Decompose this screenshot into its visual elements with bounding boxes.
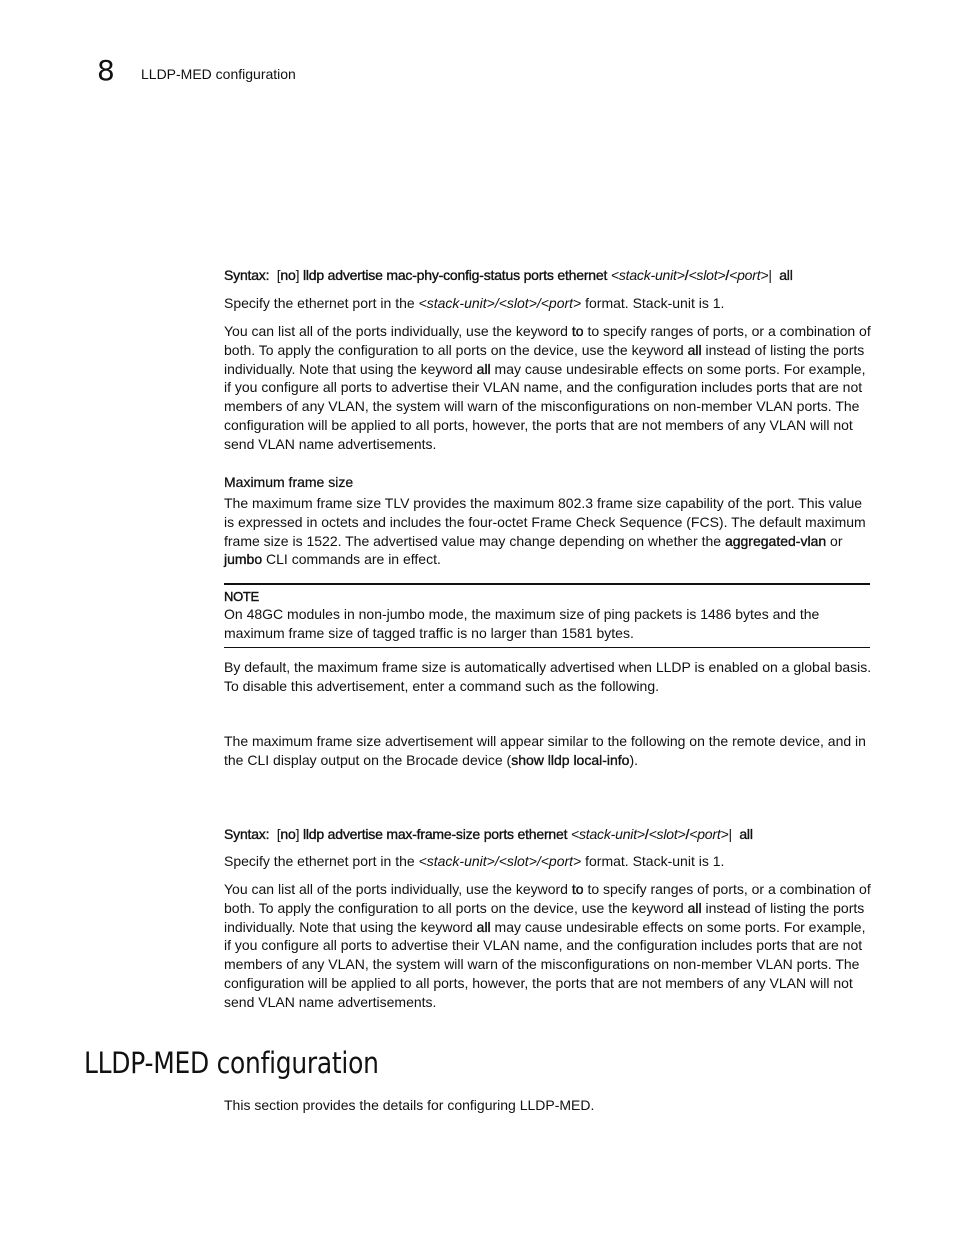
syntax-arg-slot: <slot> [688, 267, 726, 283]
syntax-pipe: | [768, 267, 772, 283]
note-label: NOTE [224, 589, 259, 604]
keyword-all: all [476, 918, 491, 935]
text-run: or [826, 532, 843, 549]
text-run: Specify the ethernet port in the [224, 295, 419, 311]
syntax-all-keyword: all [739, 826, 753, 842]
syntax-arg-port: <port> [729, 267, 769, 283]
text-run: The maximum frame size TLV provides the maximum 802.3 frame size capability of the port. This value is expressed in octets and includes the four-octet Frame Check Sequence (FCS). The default maximum frame size is 1522. The advertised value may change depending on whether the [224, 495, 866, 549]
keyword-to: to [571, 323, 584, 339]
specify-port-paragraph [224, 852, 872, 871]
syntax-command: lldp advertise max-frame-size ports ethernet [302, 826, 568, 842]
port-format: <stack-unit>/<slot>/<port> [418, 853, 582, 869]
syntax-arg-stack-unit: <stack-unit> [610, 267, 685, 283]
syntax-arg-stack-unit: <stack-unit> [571, 826, 645, 842]
text-run: ). [629, 751, 639, 768]
syntax-close-bracket: ] [295, 267, 300, 283]
maximum-frame-size-subheading: Maximum frame size [224, 474, 354, 490]
syntax-label: Syntax: [224, 267, 270, 283]
text-run: may cause undesirable effects on some ports. For example, if you configure all ports to advertise their VLAN name, and the configuration includes ports that are not members of any VLAN, the system will warn of the misconfigurations on non-member VLAN ports. The configuration will be applied to all ports, however, the ports that are not members of any VLAN will not send VLAN name advertisements. [224, 360, 866, 452]
port-list-paragraph [224, 880, 872, 1012]
syntax-arg-slot: <slot> [648, 826, 686, 842]
port-list-paragraph [224, 322, 872, 454]
syntax-line-mac-phy-config [224, 266, 872, 284]
syntax-no-keyword: no [280, 826, 296, 842]
syntax-slash: / [684, 267, 689, 283]
note-bottom-rule [224, 647, 870, 648]
default-advertise-paragraph: By default, the maximum frame size is automatically advertised when LLDP is enabled on a global basis. To disable this advertisement, enter a command such as the following. [224, 659, 872, 694]
syntax-line-max-frame-size [224, 825, 872, 843]
keyword-to: to [571, 881, 584, 897]
syntax-slash: / [685, 826, 690, 842]
syntax-all-keyword: all [779, 267, 793, 283]
text-run: instead of listing the ports individually. Note that using the keyword [224, 341, 865, 377]
syntax-pipe: | [728, 826, 732, 842]
chapter-number: 8 [97, 54, 115, 87]
keyword-aggregated-vlan: aggregated-vlan [724, 532, 827, 549]
advertisement-appear-paragraph [224, 732, 872, 770]
keyword-all: all [476, 360, 491, 377]
syntax-label: Syntax: [224, 826, 270, 842]
running-header-title: LLDP-MED configuration [141, 66, 296, 82]
specify-port-paragraph [224, 294, 872, 313]
port-format: <stack-unit>/<slot>/<port> [418, 295, 582, 311]
keyword-jumbo: jumbo [224, 551, 263, 568]
syntax-command: lldp advertise mac-phy-config-status ports ethernet [302, 267, 608, 283]
text-run: to specify ranges of ports, or a combination of both. To apply the configuration to all ports on the device, use the keyword [224, 881, 871, 916]
text-run: CLI commands are in effect. [262, 551, 441, 568]
keyword-all: all [687, 899, 702, 916]
note-top-rule [224, 583, 870, 585]
syntax-open-bracket: [ [276, 826, 281, 842]
text-run: to specify ranges of ports, or a combination of both. To apply the configuration to all ports on the device, use the keyword [224, 323, 871, 358]
text-run: instead of listing the ports individually. Note that using the keyword [224, 899, 865, 935]
max-frame-tlv-paragraph [224, 494, 872, 569]
text-run: may cause undesirable effects on some ports. For example, if you configure all ports to advertise their VLAN name, and the configuration includes ports that are not members of any VLAN, the system will warn of the misconfigurations on non-member VLAN ports. The configuration will be applied to all ports, however, the ports that are not members of any VLAN will not send VLAN name advertisements. [224, 918, 866, 1010]
keyword-show-lldp-local-info: show lldp local-info [511, 751, 630, 768]
syntax-slash: / [644, 826, 649, 842]
text-run: format. Stack-unit is 1. [581, 853, 725, 869]
text-run: format. Stack-unit is 1. [581, 295, 725, 311]
text-run: The maximum frame size advertisement will appear similar to the following on the remote device, and in the CLI display output on the Brocade device ( [224, 733, 866, 768]
section-heading: LLDP-MED configuration [84, 1046, 379, 1080]
syntax-no-keyword: no [280, 267, 296, 283]
syntax-slash: / [725, 267, 730, 283]
syntax-close-bracket: ] [295, 826, 300, 842]
note-text: On 48GC modules in non-jumbo mode, the maximum size of ping packets is 1486 bytes and the maximum frame size of tagged traffic is no larger than 1581 bytes. [224, 606, 820, 641]
text-run: You can list all of the ports individually, use the keyword [224, 323, 572, 339]
text-run: You can list all of the ports individually, use the keyword [224, 881, 572, 897]
keyword-all: all [687, 341, 702, 358]
section-intro-paragraph: This section provides the details for configuring LLDP-MED. [224, 1097, 595, 1113]
text-run: Specify the ethernet port in the [224, 853, 419, 869]
syntax-arg-port: <port> [689, 826, 729, 842]
syntax-open-bracket: [ [276, 267, 281, 283]
